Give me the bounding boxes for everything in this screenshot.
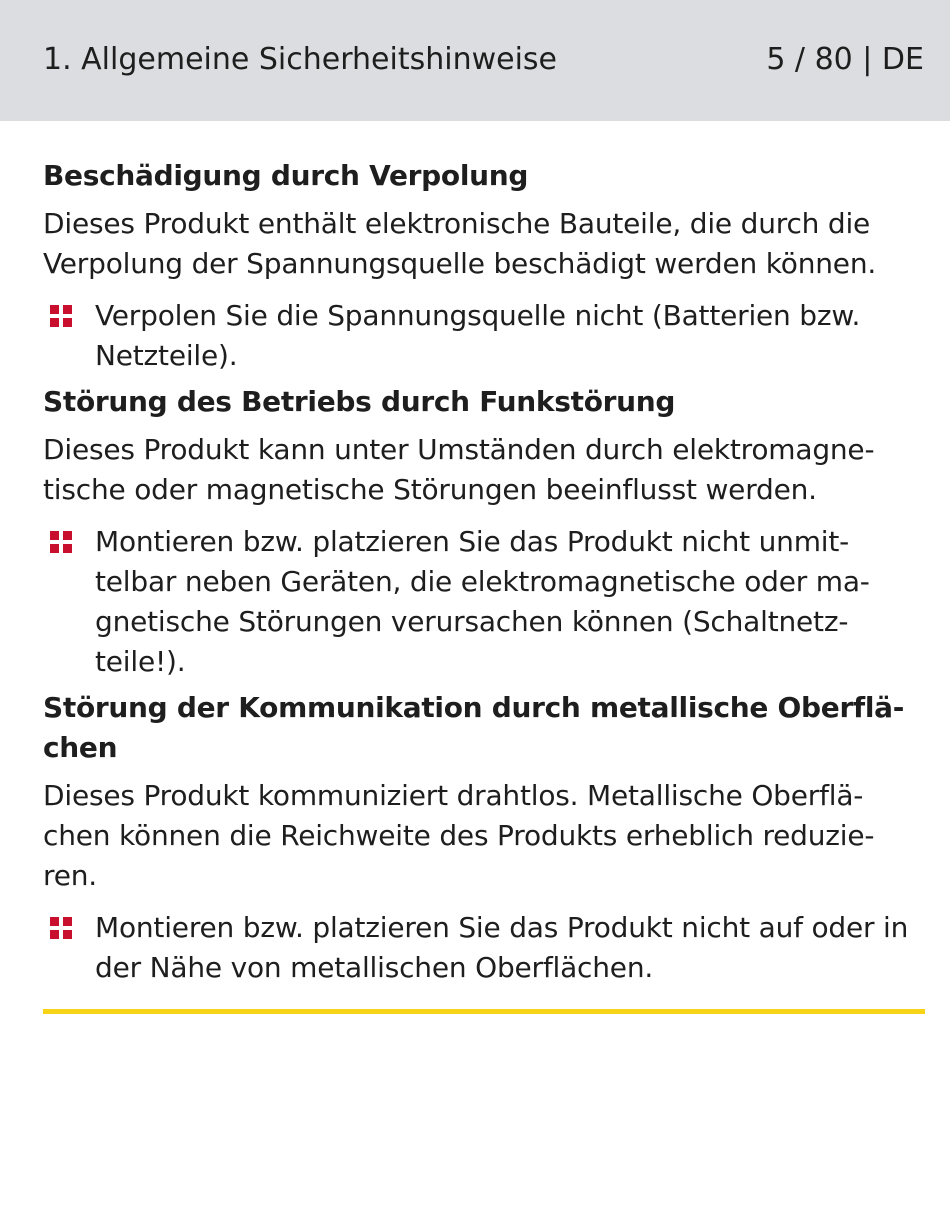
bullet-text: Montieren bzw. platzieren Sie das Produkt nicht unmit-telbar neben Geräten, die elektromagnetische oder ma-gnetische Störungen verursachen können (Schaltnetz-teile!).	[95, 525, 870, 678]
bullet-text: Montieren bzw. platzieren Sie das Produkt nicht auf oder in der Nähe von metallischen Oberflächen.	[95, 911, 909, 984]
section-text: Dieses Produkt enthält elektronische Bauteile, die durch die Verpolung der Spannungsquelle beschädigt werden können.	[43, 207, 877, 280]
section-end-rule	[43, 1009, 925, 1014]
bullet-item	[43, 296, 925, 376]
bullet-text: Verpolen Sie die Spannungsquelle nicht (Batterien bzw. Netzteile).	[95, 299, 861, 372]
four-square-bullet-icon	[50, 305, 72, 327]
page-header	[0, 0, 950, 121]
four-square-bullet-icon	[50, 917, 72, 939]
section-text: Dieses Produkt kann unter Umständen durch elektromagne-tische oder magnetische Störungen beeinflusst werden.	[43, 433, 875, 506]
section-text: Dieses Produkt kommuniziert drahtlos. Metallische Oberflä-chen können die Reichweite des Produkts erheblich reduzie-ren.	[43, 779, 875, 892]
chapter-title: 1. Allgemeine Sicherheitshinweise	[43, 42, 557, 77]
four-square-bullet-icon	[50, 531, 72, 553]
section-heading: Beschädigung durch Verpolung	[43, 159, 529, 192]
page-content	[43, 156, 925, 988]
section-heading: Störung des Betriebs durch Funkstörung	[43, 385, 676, 418]
section-radio-interference	[43, 382, 925, 682]
bullet-item	[43, 908, 925, 988]
page-indicator: 5 / 80 | DE	[766, 42, 924, 77]
bullet-item	[43, 522, 925, 682]
section-metal-surfaces	[43, 688, 925, 988]
section-heading: Störung der Kommunikation durch metallische Oberflä-chen	[43, 691, 905, 764]
section-polarity	[43, 156, 925, 376]
